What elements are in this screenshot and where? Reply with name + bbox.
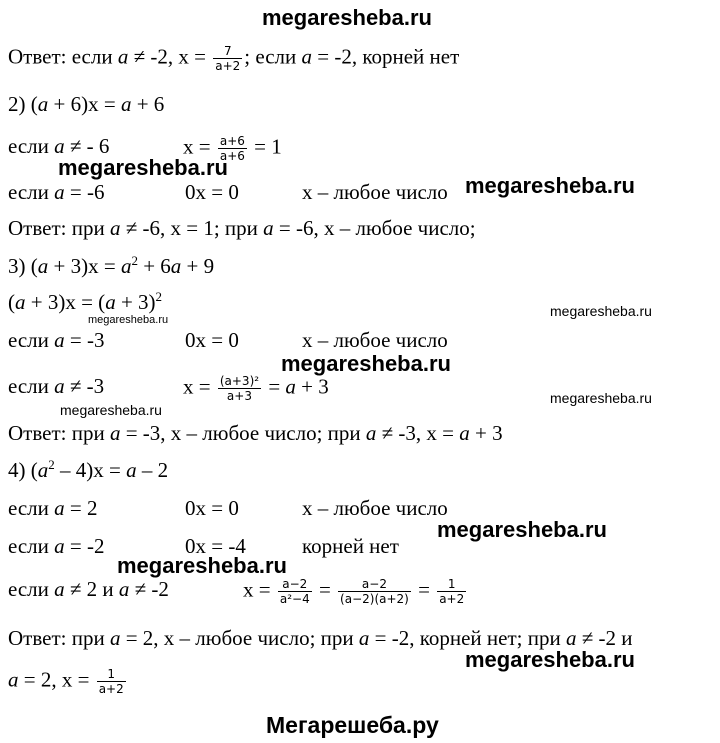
task-2-case-2-result: x – любое число [302, 180, 448, 204]
frac-num: 1 [437, 577, 466, 592]
var-a: a [37, 92, 49, 116]
var-a: a [54, 496, 65, 520]
task-3-equation [8, 254, 214, 278]
frac-num: a+6 [219, 134, 245, 148]
text: + 6 [131, 92, 165, 116]
text: = 2, x – любое число; при [120, 626, 359, 650]
frac-den: a+3 [226, 389, 252, 403]
task-2-case-1-solution [183, 134, 282, 163]
var-a: a [15, 290, 26, 314]
text: – 2 [136, 458, 169, 482]
text: = [263, 374, 286, 399]
text: ≠ -6, x = 1; при [120, 216, 264, 240]
var-a: a [54, 374, 65, 398]
frac-num: 7 [213, 44, 242, 59]
task-3-case-1-eq: 0x = 0 [185, 328, 239, 352]
watermark: megaresheba.ru [437, 517, 607, 542]
var-a: a [459, 421, 470, 445]
var-a: a [365, 421, 377, 445]
fraction [218, 374, 261, 403]
task-3-factored [8, 290, 162, 314]
text: если [8, 577, 55, 601]
text: если [8, 496, 55, 520]
text: ≠ - 6 [64, 134, 110, 158]
text: + 3)x = [48, 254, 121, 278]
text: + 3 [295, 374, 329, 399]
text: = -3, x – любое число; при [120, 421, 366, 445]
answer-line-4-cont [8, 667, 128, 696]
task-2-equation [8, 92, 164, 116]
task-4-case-2 [8, 534, 104, 558]
text: ≠ -2 [129, 577, 169, 601]
var-a: a [8, 667, 19, 692]
text: ≠ -2 и [576, 626, 633, 650]
text: = [412, 577, 436, 602]
var-a: a [105, 290, 116, 314]
exponent: 2 [48, 457, 55, 472]
task-4-case-2-eq: 0x = -4 [185, 534, 246, 558]
text: 2) ( [8, 92, 38, 116]
text: + 3)x = ( [25, 290, 106, 314]
var-a: a [263, 216, 274, 240]
var-a: a [109, 626, 121, 650]
task-4-case-2-result: корней нет [302, 534, 399, 558]
var-a: a [54, 577, 65, 601]
frac-num: a−2 [338, 577, 411, 592]
text: x = [183, 134, 216, 159]
answer-line-1 [8, 44, 459, 73]
var-a: a [358, 626, 370, 650]
text: = -2, корней нет [312, 44, 460, 69]
text: = [313, 577, 337, 602]
var-a: a [118, 577, 130, 601]
var-a: a [565, 626, 577, 650]
watermark: megaresheba.ru [117, 553, 287, 578]
var-a: a [54, 180, 65, 204]
text: = -3 [64, 328, 105, 352]
var-a: a [285, 374, 296, 399]
text: + 3) [115, 290, 156, 314]
answer-line-4 [8, 626, 632, 650]
fraction [218, 134, 247, 163]
text: 4) ( [8, 458, 38, 482]
frac-num: (a+3)² [219, 374, 260, 388]
text: ≠ 2 и [64, 577, 119, 601]
text: ; если [244, 44, 302, 69]
watermark: megaresheba.ru [465, 647, 635, 672]
frac-num: 1 [97, 667, 126, 682]
text: ≠ -3, x = [376, 421, 460, 445]
var-a: a [120, 92, 132, 116]
var-a: a [109, 216, 121, 240]
task-4-case-1 [8, 496, 97, 520]
frac-den: a+2 [439, 592, 465, 606]
task-3-case-2 [8, 374, 104, 398]
text: ≠ -3 [64, 374, 105, 398]
text: – 4)x = [54, 458, 127, 482]
answer-line-3 [8, 421, 503, 445]
task-4-case-3 [8, 577, 169, 601]
task-2-case-2 [8, 180, 104, 204]
text: + 9 [181, 254, 215, 278]
frac-den: a+2 [98, 682, 124, 696]
fraction [213, 44, 242, 73]
text: если [8, 134, 55, 158]
var-a: a [54, 328, 65, 352]
watermark-top: megaresheba.ru [262, 5, 432, 30]
text: ≠ -2, x = [128, 44, 212, 69]
text: если [8, 180, 55, 204]
watermark: megaresheba.ru [281, 351, 451, 376]
text: + 6 [137, 254, 171, 278]
var-a: a [170, 254, 182, 278]
watermark: megaresheba.ru [550, 303, 652, 319]
var-a: a [37, 458, 49, 482]
text: = 2, x = [18, 667, 95, 692]
var-a: a [120, 254, 132, 278]
text: Ответ: если [8, 44, 118, 69]
var-a: a [301, 44, 312, 69]
text: = -2 [64, 534, 105, 558]
watermark: megaresheba.ru [88, 314, 169, 326]
frac-den: (a−2)(a+2) [340, 592, 409, 606]
text: x = [243, 577, 276, 602]
text: если [8, 534, 55, 558]
task-3-case-1-result: x – любое число [302, 328, 448, 352]
watermark: megaresheba.ru [550, 390, 652, 406]
text: = 1 [248, 134, 282, 159]
watermark: megaresheba.ru [58, 155, 228, 180]
task-2-case-2-eq: 0x = 0 [185, 180, 239, 204]
var-a: a [117, 44, 129, 69]
exponent: 2 [155, 289, 163, 304]
text: 3) ( [8, 254, 38, 278]
text: = -6 [64, 180, 105, 204]
text: x = [183, 374, 216, 399]
answer-line-2 [8, 216, 476, 240]
fraction [278, 577, 312, 606]
task-4-case-1-result: x – любое число [302, 496, 448, 520]
var-a: a [109, 421, 121, 445]
text: + 6)x = [48, 92, 121, 116]
task-3-case-1 [8, 328, 104, 352]
watermark: megaresheba.ru [465, 173, 635, 198]
var-a: a [37, 254, 49, 278]
frac-num: a−2 [278, 577, 312, 592]
task-4-case-1-eq: 0x = 0 [185, 496, 239, 520]
text: Ответ: при [8, 626, 110, 650]
watermark-bottom: Мегарешеба.ру [266, 712, 439, 738]
fraction [437, 577, 466, 606]
text: = -6, x – любое число; [273, 216, 476, 240]
text: Ответ: при [8, 216, 110, 240]
fraction [97, 667, 126, 696]
text: ( [8, 290, 15, 314]
frac-den: a+6 [219, 149, 245, 163]
text: если [8, 374, 55, 398]
var-a: a [126, 458, 137, 482]
text: + 3 [469, 421, 503, 445]
text: Ответ: при [8, 421, 110, 445]
task-2-case-1 [8, 134, 109, 158]
frac-den: a²−4 [279, 592, 310, 606]
fraction [338, 577, 411, 606]
frac-den: a+2 [215, 59, 241, 73]
var-a: a [54, 134, 65, 158]
text: = 2 [64, 496, 98, 520]
text: если [8, 328, 55, 352]
task-3-case-2-solution [183, 374, 329, 403]
task-4-case-3-solution [243, 577, 468, 606]
watermark: megaresheba.ru [60, 402, 162, 418]
exponent: 2 [131, 253, 138, 268]
text: = -2, корней нет; при [369, 626, 566, 650]
task-4-equation [8, 458, 168, 482]
var-a: a [54, 534, 65, 558]
